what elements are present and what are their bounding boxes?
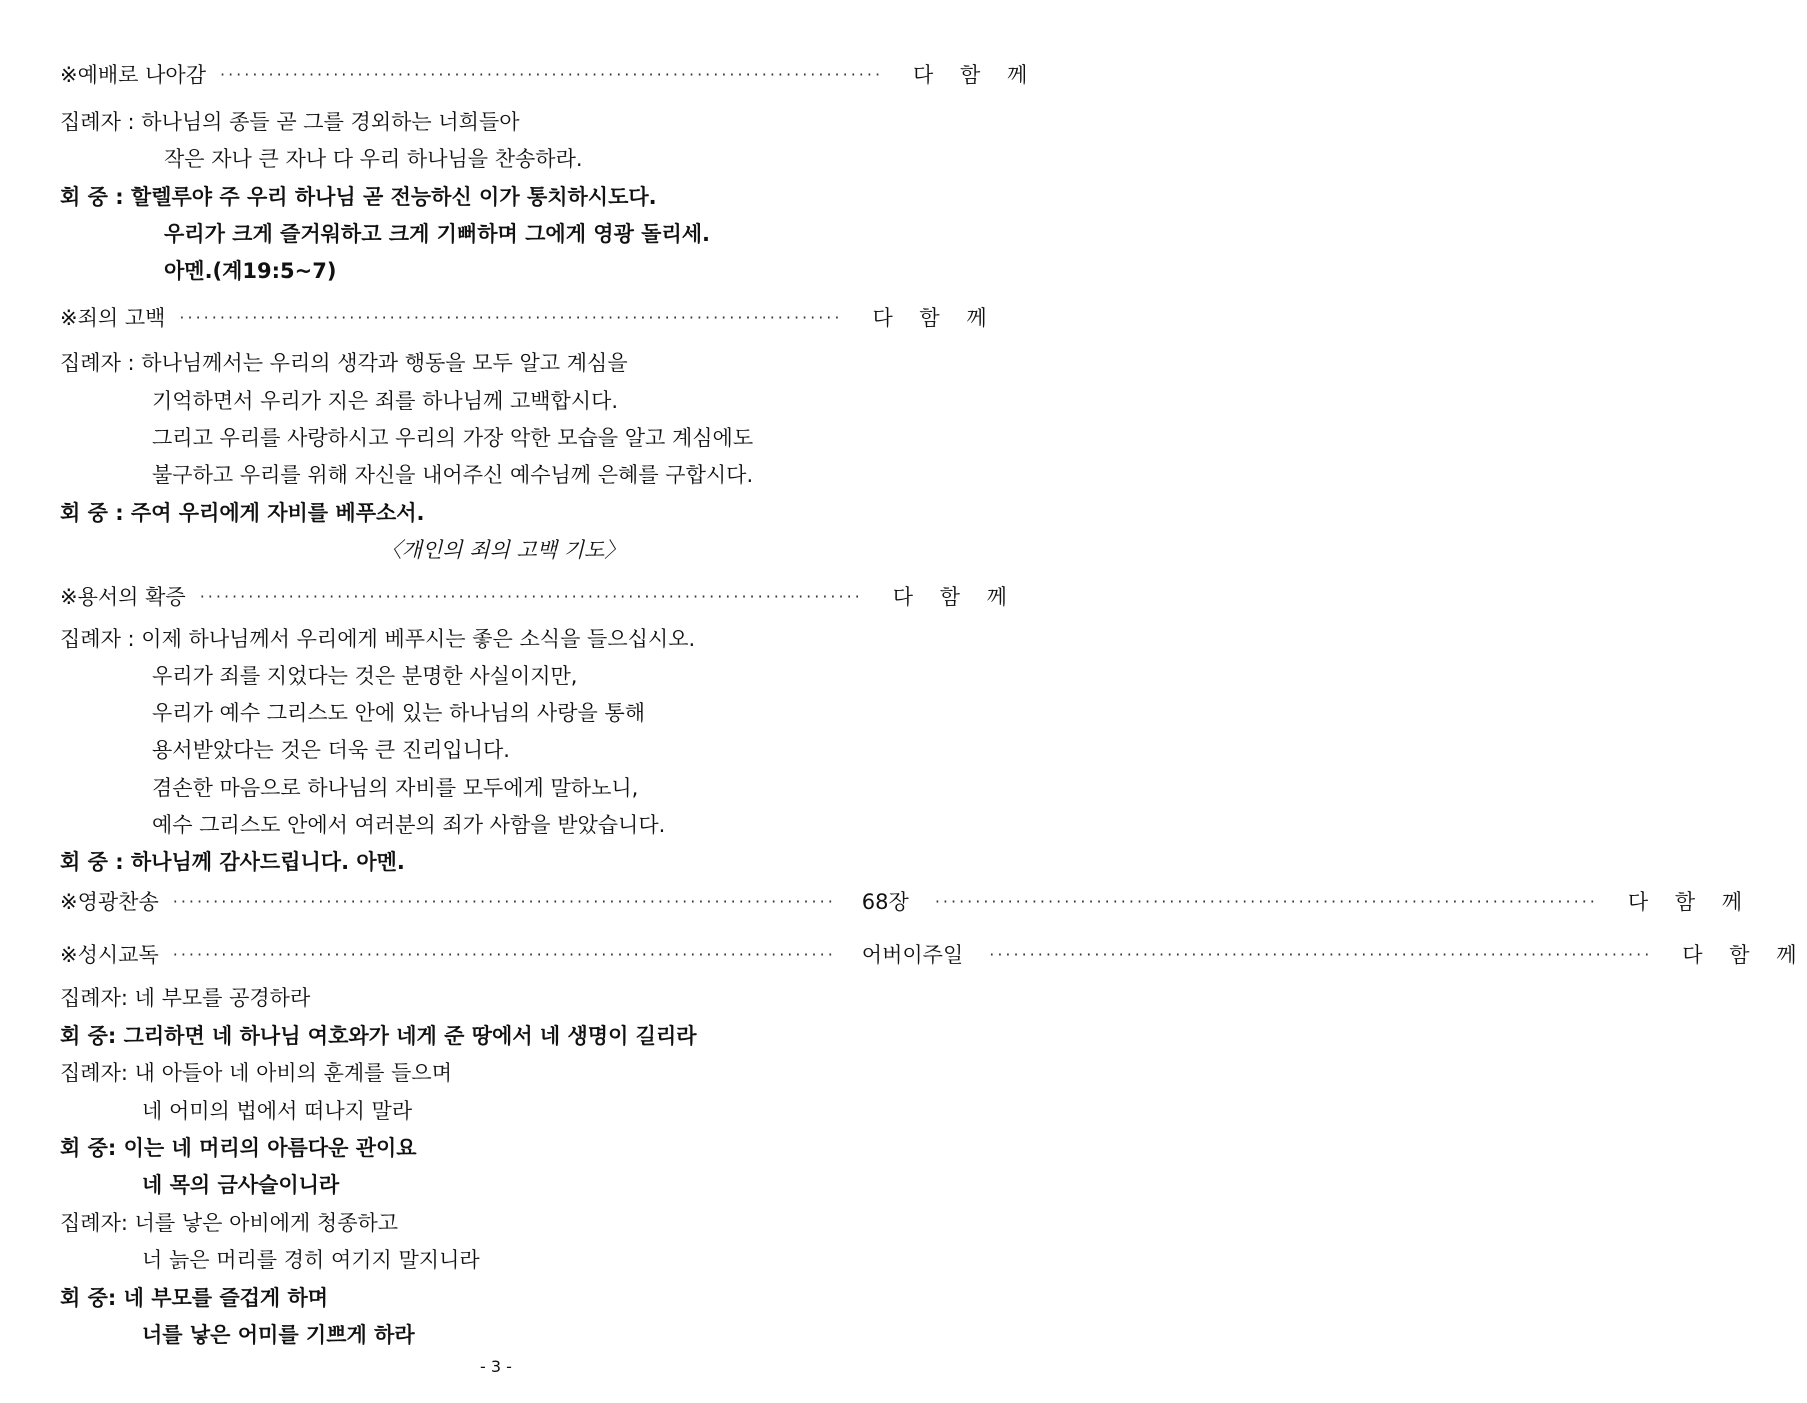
section-heading (60, 301, 997, 335)
leader-dots: ·················································································· (179, 308, 843, 327)
leader-dots: ·················································································· (989, 945, 1653, 964)
liturgy-line: 회 중: 네 부모를 즐겁게 하며 (60, 1286, 329, 1310)
section-participant: 다 함 께 (872, 306, 997, 330)
liturgy-line: 집례자 : 이제 하나님께서 우리에게 베푸시는 좋은 소식을 들으십시오. (60, 627, 696, 651)
section-title: ※용서의 확증 (60, 585, 186, 609)
section-heading (60, 938, 1807, 972)
leader-dots: ·················································································· (172, 892, 836, 911)
liturgy-line: 회 중 : 주여 우리에게 자비를 베푸소서. (60, 501, 425, 525)
liturgy-line: 집례자 : 하나님께서는 우리의 생각과 행동을 모두 알고 계심을 (60, 351, 628, 375)
liturgy-line: 우리가 크게 즐거워하고 크게 기뻐하며 그에게 영광 돌리세. (164, 222, 711, 246)
page-number: - 3 - (480, 1357, 512, 1376)
section-heading (60, 58, 1038, 92)
section-participant: 다 함 께 (1627, 890, 1753, 914)
liturgy-line: 너 늙은 머리를 경히 여기지 말지니라 (142, 1248, 480, 1272)
liturgy-line: 기억하면서 우리가 지은 죄를 하나님께 고백합시다. (152, 389, 619, 413)
liturgy-line: 회 중: 그리하면 네 하나님 여호와가 네게 준 땅에서 네 생명이 길리라 (60, 1024, 697, 1048)
liturgy-line: 예수 그리스도 안에서 여러분의 죄가 사함을 받았습니다. (152, 813, 666, 837)
section-heading (60, 580, 1017, 614)
liturgy-line: 우리가 예수 그리스도 안에 있는 하나님의 사랑을 통해 (152, 701, 646, 725)
section-participant: 다 함 께 (892, 585, 1017, 609)
leader-dots: ·················································································· (220, 65, 884, 84)
hymn-number: 68장 (861, 890, 909, 914)
liturgy-line: 우리가 죄를 지었다는 것은 분명한 사실이지만, (152, 664, 578, 688)
leader-dots: ·················································································· (199, 587, 863, 606)
section-participant: 다 함 께 (913, 63, 1038, 87)
liturgy-line: 집례자 : 하나님의 종들 곧 그를 경외하는 너희들아 (60, 110, 520, 134)
liturgy-line: 작은 자나 큰 자나 다 우리 하나님을 찬송하라. (164, 147, 583, 171)
section-title: ※성시교독 (60, 943, 159, 967)
liturgy-line: 너를 낳은 어미를 기쁘게 하라 (142, 1323, 415, 1347)
liturgy-line: 아멘.(계19:5~7) (164, 259, 337, 283)
prayer-note: 〈개인의 죄의 고백 기도〉 (380, 538, 626, 562)
liturgy-line: 네 목의 금사슬이니라 (142, 1173, 340, 1197)
liturgy-line: 회 중 : 할렐루야 주 우리 하나님 곧 전능하신 이가 통치하시도다. (60, 185, 657, 209)
liturgy-line: 회 중 : 하나님께 감사드립니다. 아멘. (60, 850, 405, 874)
section-participant: 다 함 께 (1682, 943, 1807, 967)
section-title: ※영광찬송 (60, 890, 159, 914)
liturgy-line: 집례자: 내 아들아 네 아비의 훈계를 들으며 (60, 1061, 452, 1085)
liturgy-line: 용서받았다는 것은 더욱 큰 진리입니다. (152, 738, 510, 762)
liturgy-line: 겸손한 마음으로 하나님의 자비를 모두에게 말하노니, (152, 776, 639, 800)
liturgy-line: 그리고 우리를 사랑하시고 우리의 가장 악한 모습을 알고 계심에도 (152, 426, 754, 450)
liturgy-line: 회 중: 이는 네 머리의 아름다운 관이요 (60, 1136, 417, 1160)
section-heading (60, 885, 1753, 919)
liturgy-line: 집례자: 네 부모를 공경하라 (60, 986, 311, 1010)
section-title: ※예배로 나아감 (60, 63, 206, 87)
liturgy-line: 불구하고 우리를 위해 자신을 내어주신 예수님께 은혜를 구합시다. (152, 463, 754, 487)
leader-dots: ·················································································· (934, 892, 1598, 911)
leader-dots: ·················································································· (172, 945, 836, 964)
liturgy-line: 집례자: 너를 낳은 아비에게 청종하고 (60, 1211, 399, 1235)
section-title: ※죄의 고백 (60, 306, 166, 330)
liturgy-line: 네 어미의 법에서 떠나지 말라 (142, 1099, 413, 1123)
reading-title: 어버이주일 (861, 943, 964, 967)
